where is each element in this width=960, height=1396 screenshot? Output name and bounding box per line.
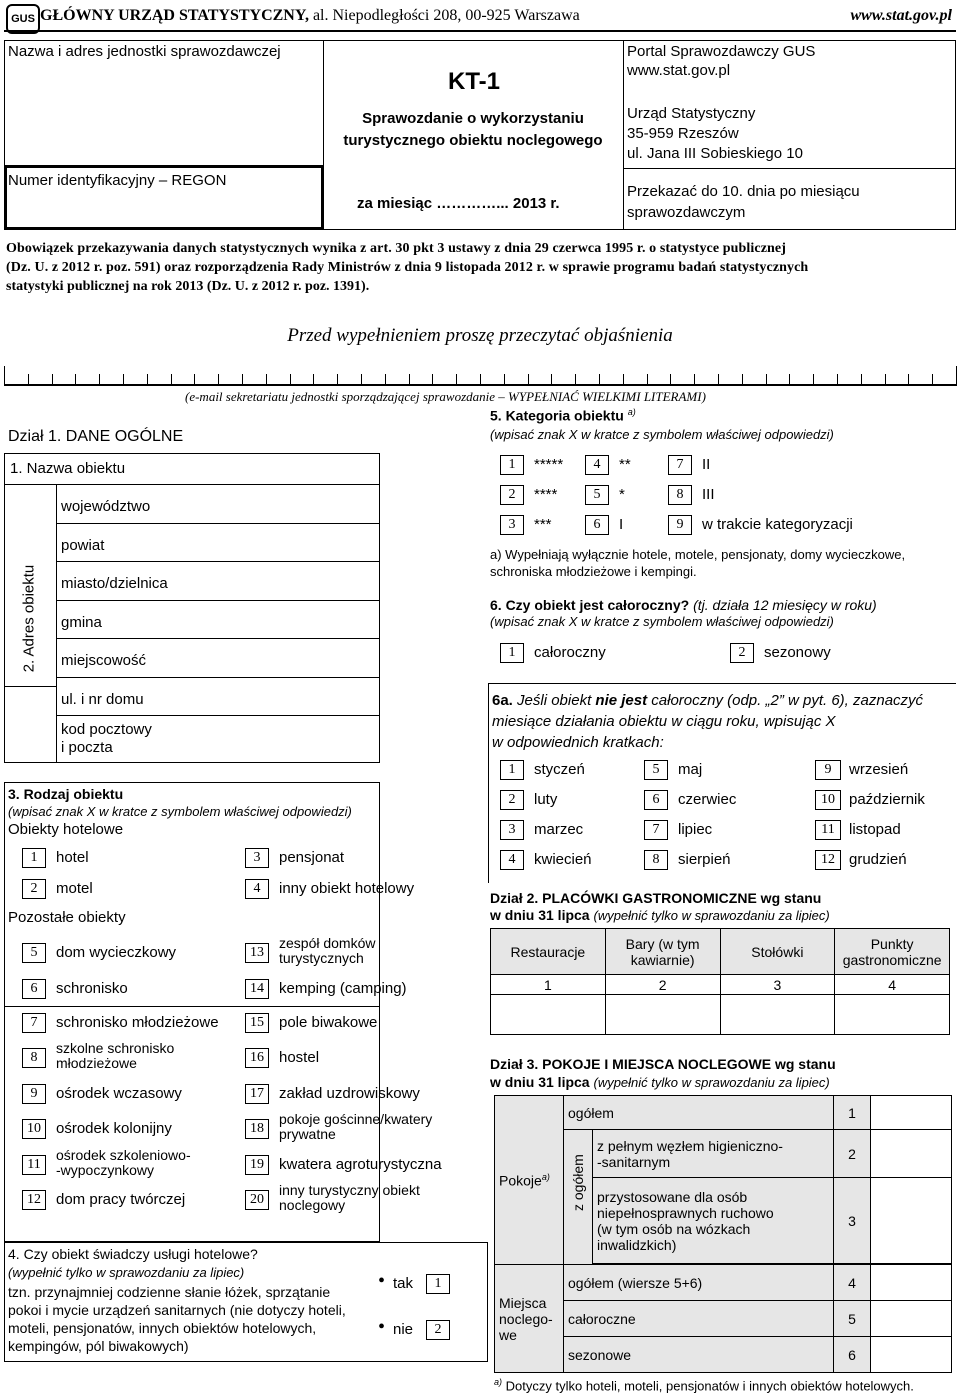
comb-tick <box>147 374 148 386</box>
food-points-input[interactable] <box>835 995 950 1035</box>
q5-note-2: schroniska młodzieżowe i kempingi. <box>490 564 697 579</box>
comb-tick <box>337 374 338 386</box>
row-num: 4 <box>834 1265 871 1301</box>
canteens-input[interactable] <box>720 995 835 1035</box>
month-label: czerwiec <box>678 791 737 808</box>
logo-text: GUS <box>11 13 35 25</box>
comb-tick <box>599 374 600 386</box>
comb-tick <box>861 374 862 386</box>
q3-option-label: pensjonat <box>279 849 345 866</box>
q3-option-label: pokoje gościnne/kwatery <box>279 1111 433 1127</box>
q5-option-label: ** <box>619 456 631 473</box>
q3-checkbox[interactable]: 13 <box>245 943 269 963</box>
comb-tick <box>385 374 386 386</box>
q3-option-label: ośrodek szkoleniowo- <box>56 1147 191 1163</box>
row-num: 1 <box>834 1096 871 1130</box>
month-label: marzec <box>534 821 584 838</box>
address-field-input[interactable] <box>180 565 375 595</box>
q5-checkbox[interactable]: 8 <box>668 485 692 505</box>
office-name: GŁÓWNY URZĄD STATYSTYCZNY, <box>40 7 309 24</box>
col-food-points <box>835 929 950 975</box>
form-title-line1: Sprawozdanie o wykorzystaniu <box>362 110 584 127</box>
q4-text-3: moteli, pensjonatów, innych obiektów hotelowych, <box>8 1320 317 1336</box>
legal-basis-2: (Dz. U. z 2012 r. poz. 591) oraz rozporządzenia Rady Ministrów z dnia 9 listopada 2012 r. w sprawie programu badań statystycznych <box>6 260 809 275</box>
q3-checkbox[interactable]: 7 <box>22 1013 46 1033</box>
col-num: 2 <box>605 975 720 995</box>
address-field-label: miasto/dzielnica <box>61 575 168 592</box>
comb-tick <box>718 374 719 386</box>
address-field-input[interactable] <box>180 604 375 634</box>
q4-title: 4. Czy obiekt świadczy usługi hotelowe? <box>8 1246 258 1262</box>
comb-tick <box>908 374 909 386</box>
comb-tick <box>123 374 124 386</box>
month-checkbox[interactable]: 3 <box>500 820 524 840</box>
q3-option-label: ośrodek wczasowy <box>56 1085 182 1102</box>
address-field-input[interactable] <box>180 527 375 557</box>
comb-tick <box>575 374 576 386</box>
postal-label-2: i poczta <box>61 739 113 756</box>
form-code: KT-1 <box>448 68 501 95</box>
bullet-icon: • <box>378 1270 386 1292</box>
q3-checkbox[interactable]: 4 <box>245 879 269 899</box>
q5-option-label: *** <box>534 516 552 533</box>
office-2: 35-959 Rzeszów <box>627 125 739 142</box>
q5-hint: (wpisać znak X w kratce z symbolem właściwej odpowiedzi) <box>490 427 834 442</box>
q4-no-label: nie <box>393 1321 414 1338</box>
office-3: ul. Jana III Sobieskiego 10 <box>627 145 803 162</box>
comb-tick <box>28 374 29 386</box>
beds-1: Miejsca <box>499 1294 547 1311</box>
q5-title-wrap <box>490 407 636 424</box>
q4-text-4: kempingów, pól biwakowych) <box>8 1338 189 1354</box>
postal-field[interactable] <box>160 722 375 760</box>
row2-2: -sanitarnym <box>597 1153 671 1170</box>
month-checkbox[interactable]: 7 <box>644 820 668 840</box>
rooms-header <box>495 1096 564 1265</box>
q5-checkbox[interactable]: 9 <box>668 515 692 535</box>
rooms-sanitary-input[interactable] <box>871 1130 952 1178</box>
comb-tick <box>266 374 267 386</box>
address-divider <box>56 715 380 716</box>
q3-checkbox[interactable]: 8 <box>22 1048 46 1068</box>
beds-total-input[interactable] <box>871 1265 952 1301</box>
q6a-t2: nie jest <box>595 692 648 709</box>
q3-other-header: Pozostałe obiekty <box>8 909 126 926</box>
beds-header <box>495 1265 564 1373</box>
q5-option-label: I <box>619 516 624 533</box>
section3-subtitle-wrap <box>490 1074 830 1090</box>
unit-name-label: Nazwa i adres jednostki sprawozdawczej <box>8 43 281 60</box>
q6a-line1 <box>492 692 923 709</box>
address-field-label: gmina <box>61 613 102 631</box>
q4-no-checkbox[interactable]: 2 <box>426 1320 450 1340</box>
legal-basis-1: Obowiązek przekazywania danych statystycznych wynika z art. 30 pkt 3 ustawy z dnia 29 czerwca 1995 r. o statystyce publicznej <box>6 241 786 256</box>
section2-hint: (wypełnić tylko w sprawozdaniu za lipiec) <box>593 908 830 923</box>
postal-label-1: kod pocztowy <box>61 721 152 738</box>
q3-checkbox[interactable]: 11 <box>22 1155 46 1175</box>
address-field-input[interactable] <box>180 488 375 518</box>
unit-name-field[interactable] <box>5 62 321 164</box>
comb-tick <box>623 374 624 386</box>
q3-option-label-2: prywatne <box>279 1126 336 1142</box>
q3-checkbox[interactable]: 12 <box>22 1190 46 1210</box>
q3-option-label: kemping (camping) <box>279 980 407 997</box>
q5-option-label: III <box>702 486 715 503</box>
month-label: styczeń <box>534 761 585 778</box>
q6-title: 6. Czy obiekt jest całoroczny? <box>490 597 690 613</box>
address-divider <box>56 600 380 601</box>
section2-subtitle-wrap <box>490 907 830 923</box>
q3-option-label: motel <box>56 880 93 897</box>
beds-2: noclego- <box>499 1310 553 1327</box>
q3-option-label: hostel <box>279 1049 320 1066</box>
month-checkbox[interactable]: 2 <box>500 790 524 810</box>
col-num: 3 <box>720 975 835 995</box>
q3-option-label: pole biwakowe <box>279 1014 378 1031</box>
q4-yes-label: tak <box>393 1275 414 1292</box>
section3-hint: (wypełnić tylko w sprawozdaniu za lipiec) <box>593 1075 830 1090</box>
q5-option-label: ***** <box>534 456 564 473</box>
bars-input[interactable] <box>605 995 720 1035</box>
comb-tick <box>218 374 219 386</box>
q5-option-label: w trakcie kategoryzacji <box>702 516 853 533</box>
q5-checkbox[interactable]: 7 <box>668 455 692 475</box>
comb-tick <box>670 374 671 386</box>
comb-tick <box>290 374 291 386</box>
address-field-label: ul. i nr domu <box>61 690 144 708</box>
address-divider <box>56 523 380 524</box>
section2-subtitle: w dniu 31 lipca <box>490 907 590 923</box>
row3-2: niepełnosprawnych ruchowo <box>597 1204 774 1221</box>
instructions-note: Przed wypełnieniem proszę przeczytać objaśnienia <box>287 325 673 346</box>
q6a-line3: w odpowiednich kratkach: <box>492 734 664 751</box>
q4-text-1: tzn. przynajmniej codzienne słanie łóżek, sprzątanie <box>8 1284 331 1300</box>
q6a-line2: miesiące działania obiektu w ciągu roku, wpisując X <box>492 713 836 730</box>
portal-url[interactable]: www.stat.gov.pl <box>627 62 731 79</box>
q3-checkbox[interactable]: 14 <box>245 979 269 999</box>
q3-checkbox[interactable]: 2 <box>22 879 46 899</box>
q4-text-2: pokoi i mycie urządzeń sanitarnych (nie dotyczy hoteli, <box>8 1302 346 1318</box>
beds-total-label: ogółem (wiersze 5+6) <box>564 1265 834 1301</box>
row3-4: inwalidzkich) <box>597 1236 677 1253</box>
comb-tick <box>242 374 243 386</box>
website-link[interactable]: www.stat.gov.pl <box>850 7 952 24</box>
col-bars-1: Bary (w tym <box>625 935 700 952</box>
q5-option-label: II <box>702 456 711 473</box>
section3-footnote: Dotyczy tylko hoteli, moteli, pensjonatów i innych obiektów hotelowych. <box>505 1378 914 1394</box>
q6-opt2-label: sezonowy <box>764 644 831 661</box>
col-canteens: Stołówki <box>720 929 835 975</box>
month-checkbox[interactable]: 11 <box>815 820 841 840</box>
office-1: Urząd Statystyczny <box>627 105 756 122</box>
section3-subtitle: w dniu 31 lipca <box>490 1074 590 1090</box>
comb-tick <box>432 374 433 386</box>
q3-checkbox[interactable]: 9 <box>22 1084 46 1104</box>
row3-1: przystosowane dla osób <box>597 1188 748 1205</box>
deadline-1: Przekazać do 10. dnia po miesiącu <box>627 183 860 200</box>
comb-tick <box>742 374 743 386</box>
month-label: październik <box>849 791 925 808</box>
rooms-sanitary-label <box>593 1130 834 1178</box>
q3-checkbox[interactable]: 5 <box>22 943 46 963</box>
section3-table <box>494 1095 952 1373</box>
regon-field[interactable] <box>10 195 318 223</box>
comb-tick <box>52 374 53 386</box>
q3-option-label: hotel <box>56 849 89 866</box>
q3-option-label-2: turystycznych <box>279 950 364 966</box>
comb-tick <box>194 374 195 386</box>
q3-checkbox[interactable]: 17 <box>245 1084 269 1104</box>
q3-option-label: zakład uzdrowiskowy <box>279 1085 420 1102</box>
beds-seasonal-label: sezonowe <box>564 1337 834 1373</box>
month-label: wrzesień <box>849 761 909 778</box>
q4-hint: (wypełnić tylko w sprawozdaniu za lipiec) <box>8 1265 245 1280</box>
month-label: maj <box>678 761 703 778</box>
q3-checkbox[interactable]: 10 <box>22 1119 46 1139</box>
month-label: luty <box>534 791 558 808</box>
postal-label <box>61 721 152 757</box>
comb-tick <box>409 374 410 386</box>
q3-checkbox[interactable]: 3 <box>245 848 269 868</box>
section2-title: Dział 2. PLACÓWKI GASTRONOMICZNE wg stanu <box>490 890 822 906</box>
col-bars <box>605 929 720 975</box>
address-divider <box>56 638 380 639</box>
q6-hint: (wpisać znak X w kratce z symbolem właściwej odpowiedzi) <box>490 614 834 629</box>
col-food-points-2: gastronomiczne <box>842 951 942 968</box>
section3-title: Dział 3. POKOJE I MIEJSCA NOCLEGOWE wg stanu <box>490 1056 836 1072</box>
address-divider <box>56 484 380 485</box>
q4-yes-checkbox[interactable]: 1 <box>426 1274 450 1294</box>
q3-option-label: kwatera agroturystyczna <box>279 1156 442 1173</box>
rooms-total-input[interactable] <box>871 1096 952 1130</box>
month-checkbox[interactable]: 8 <box>644 850 668 870</box>
comb-tick <box>813 374 814 386</box>
row-num: 5 <box>834 1301 871 1337</box>
month-checkbox[interactable]: 4 <box>500 850 524 870</box>
form-title-line2: turystycznego obiektu noclegowego <box>343 132 603 149</box>
restaurants-input[interactable] <box>491 995 606 1035</box>
q3-hint: (wpisać znak X w kratce z symbolem właściwej odpowiedzi) <box>8 804 352 819</box>
comb-tick <box>766 374 767 386</box>
month-checkbox[interactable]: 5 <box>644 760 668 780</box>
q5-checkbox[interactable]: 5 <box>585 485 609 505</box>
address-divider <box>56 561 380 562</box>
comb-tick <box>885 374 886 386</box>
comb-tick <box>75 374 76 386</box>
object-name-label: 1. Nazwa obiektu <box>10 460 126 477</box>
deadline-2: sprawozdawczym <box>627 204 746 221</box>
comb-tick <box>932 374 933 386</box>
q6-opt2-checkbox[interactable]: 2 <box>730 643 754 663</box>
comb-tick <box>956 366 957 386</box>
month-checkbox[interactable]: 9 <box>815 760 841 780</box>
q5-checkbox[interactable]: 1 <box>500 455 524 475</box>
rooms-disabled-input[interactable] <box>871 1178 952 1264</box>
q3-option-label: schronisko młodzieżowe <box>56 1014 219 1031</box>
q3-title: 3. Rodzaj obiektu <box>8 786 124 802</box>
month-label: sierpień <box>678 851 731 868</box>
q3-checkbox[interactable]: 19 <box>245 1155 269 1175</box>
q5-sup: a) <box>627 407 636 417</box>
q6-opt1-checkbox[interactable]: 1 <box>500 643 524 663</box>
month-checkbox[interactable]: 6 <box>644 790 668 810</box>
legal-basis-3: statystyki publicznej na rok 2013 (Dz. U. z 2012 r. poz. 1391). <box>6 279 370 294</box>
comb-tick <box>528 374 529 386</box>
col-num: 1 <box>491 975 606 995</box>
address-field-label: powiat <box>61 536 105 554</box>
portal-name: Portal Sprawozdawczy GUS <box>627 43 816 60</box>
col-num: 4 <box>835 975 950 995</box>
q3-option-label: szkolne schronisko <box>56 1040 175 1056</box>
comb-tick <box>456 374 457 386</box>
q3-option-label: inny turystyczny obiekt <box>279 1182 420 1198</box>
q3-checkbox[interactable]: 20 <box>245 1190 269 1210</box>
office-address: al. Niepodległości 208, 00-925 Warszawa <box>312 7 580 24</box>
month-checkbox[interactable]: 1 <box>500 760 524 780</box>
q3-option-label-2: noclegowy <box>279 1197 346 1213</box>
q3-option-label-2: młodzieżowe <box>56 1055 137 1071</box>
month-checkbox[interactable]: 10 <box>815 790 841 810</box>
address-field-label: województwo <box>61 498 151 515</box>
month-checkbox[interactable]: 12 <box>815 850 841 870</box>
report-period[interactable]: za miesiąc …………... 2013 r. <box>357 195 560 212</box>
month-label: lipiec <box>678 821 713 838</box>
address-vertical-label: 2. Adres obiektu <box>20 564 38 673</box>
email-caption: (e-mail sekretariatu jednostki sporządzającej sprawozdanie – WYPEŁNIAĆ WIELKIMI LITERAMI) <box>185 389 706 404</box>
comb-tick <box>313 374 314 386</box>
section3-footnote-wrap <box>494 1377 914 1393</box>
q6-title-note: (tj. działa 12 miesięcy w roku) <box>693 597 877 613</box>
month-label: listopad <box>849 821 901 838</box>
regon-label: Numer identyfikacyjny – REGON <box>8 172 227 189</box>
q3-checkbox[interactable]: 15 <box>245 1013 269 1033</box>
rooms-total-label: ogółem <box>564 1096 834 1130</box>
row-num: 2 <box>834 1130 871 1178</box>
col-restaurants: Restauracje <box>491 929 606 975</box>
q5-checkbox[interactable]: 2 <box>500 485 524 505</box>
row3-3: (w tym osób na wózkach <box>597 1220 751 1237</box>
q5-note-1: a) Wypełniają wyłącznie hotele, motele, pensjonaty, domy wycieczkowe, <box>490 547 906 562</box>
q3-divider <box>4 1006 380 1007</box>
of-which-label: z ogółem <box>570 1154 586 1211</box>
comb-tick <box>837 374 838 386</box>
q3-option-label: zespół domków <box>279 935 376 951</box>
comb-tick <box>361 374 362 386</box>
section2-table <box>490 928 950 1035</box>
comb-tick <box>480 374 481 386</box>
address-divider <box>56 677 380 678</box>
address-field-input[interactable] <box>180 681 375 711</box>
q3-option-label: inny obiekt hotelowy <box>279 880 415 897</box>
rooms-sup: a) <box>541 1171 550 1182</box>
comb-tick <box>504 374 505 386</box>
q5-option-label: * <box>619 486 625 503</box>
rooms-label: Pokoje <box>499 1172 542 1189</box>
of-which-cell <box>564 1130 593 1265</box>
q3-option-label: ośrodek kolonijny <box>56 1120 172 1137</box>
comb-tick <box>694 374 695 386</box>
row2-1: z pełnym węzłem higieniczno- <box>597 1137 783 1154</box>
footnote-sup: a) <box>494 1377 503 1387</box>
q3-checkbox[interactable]: 6 <box>22 979 46 999</box>
beds-yearround-input[interactable] <box>871 1301 952 1337</box>
q5-checkbox[interactable]: 3 <box>500 515 524 535</box>
q5-option-label: **** <box>534 486 558 503</box>
q6-opt1-label: całoroczny <box>534 644 606 661</box>
col-food-points-1: Punkty <box>870 935 914 952</box>
address-field-label: miejscowość <box>61 652 147 669</box>
q5-checkbox[interactable]: 6 <box>585 515 609 535</box>
col-bars-2: kawiarnie) <box>630 951 695 968</box>
q6a-t3: całoroczny (odp. „2” w pyt. 6), zaznaczyć <box>651 692 924 709</box>
q6a-num: 6a. <box>492 692 513 709</box>
beds-3: we <box>499 1326 517 1343</box>
q6a-t1: Jeśli obiekt <box>517 692 592 709</box>
month-label: grudzień <box>849 851 907 868</box>
q3-option-label: dom wycieczkowy <box>56 944 177 961</box>
month-label: kwiecień <box>534 851 592 868</box>
row-num: 3 <box>834 1178 871 1264</box>
beds-seasonal-input[interactable] <box>871 1337 952 1373</box>
q3-option-label-2: -wypoczynkowy <box>56 1162 155 1178</box>
address-field-input[interactable] <box>180 642 375 672</box>
comb-tick <box>99 374 100 386</box>
q5-title: 5. Kategoria obiektu <box>490 407 624 424</box>
comb-tick <box>647 374 648 386</box>
q3-checkbox[interactable]: 1 <box>22 848 46 868</box>
row-num: 6 <box>834 1337 871 1373</box>
rooms-disabled-label <box>593 1178 834 1264</box>
comb-tick <box>789 374 790 386</box>
q3-checkbox[interactable]: 16 <box>245 1048 269 1068</box>
q3-checkbox[interactable]: 18 <box>245 1119 269 1139</box>
comb-tick <box>171 374 172 386</box>
section1-title: Dział 1. DANE OGÓLNE <box>8 428 184 445</box>
header-line <box>40 7 580 25</box>
q5-checkbox[interactable]: 4 <box>585 455 609 475</box>
q3-hotel-header: Obiekty hotelowe <box>8 821 124 838</box>
bullet-icon: • <box>378 1316 386 1338</box>
q3-option-label: schronisko <box>56 980 128 997</box>
q3-option-label: dom pracy twórczej <box>56 1191 186 1208</box>
beds-yearround-label: całoroczne <box>564 1301 834 1337</box>
comb-tick <box>4 366 5 386</box>
comb-tick <box>551 374 552 386</box>
q6-title-wrap <box>490 597 877 613</box>
